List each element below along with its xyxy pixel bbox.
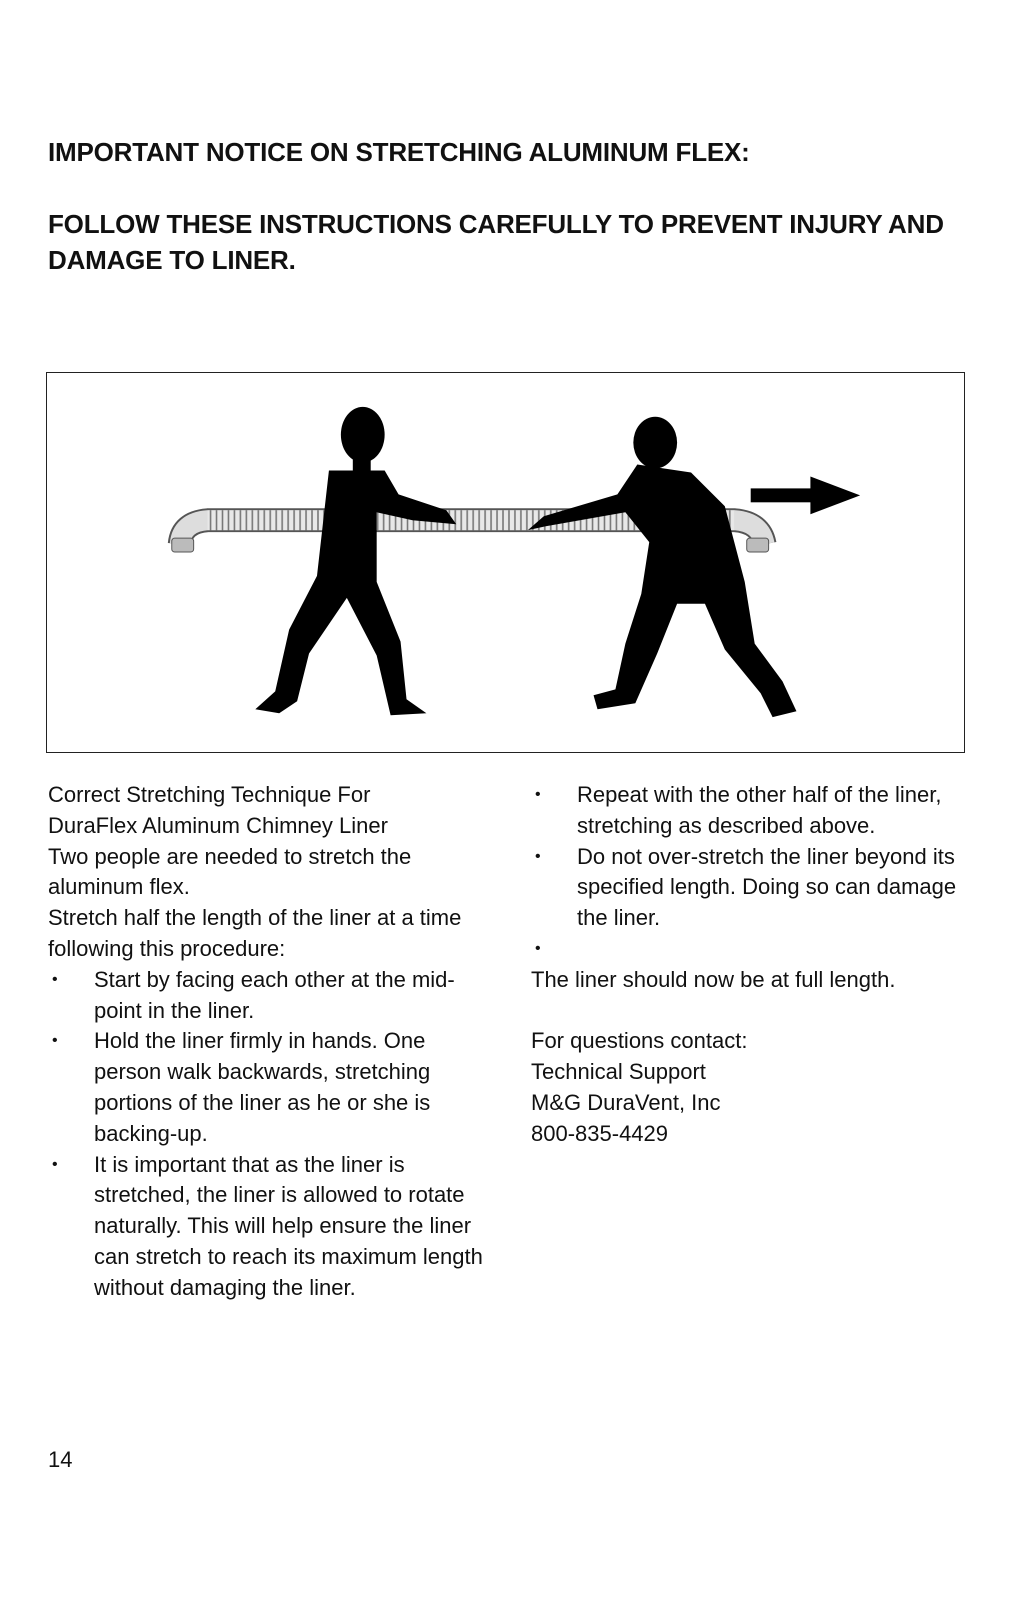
procedure-list-continued [531, 780, 981, 965]
technique-title-line2: DuraFlex Aluminum Chimney Liner [48, 812, 388, 838]
contact-phone: 800-835-4429 [531, 1120, 669, 1146]
procedure-list [48, 965, 498, 1304]
person-silhouette-right [528, 417, 797, 717]
arrow-right-icon [751, 476, 860, 514]
technique-title-line1: Correct Stretching Technique For [48, 782, 371, 807]
list-item-empty [531, 934, 981, 965]
person-silhouette-left [255, 407, 456, 715]
contact-intro: For questions contact: [531, 1028, 748, 1054]
left-column [48, 780, 498, 1304]
intro-paragraph-1: Two people are needed to stretch the aluminum flex. [48, 843, 412, 900]
list-item: • Hold the liner firmly in hands. One person walk backwards, stretching portions of the liner as he or she is backing-up. [48, 1026, 498, 1149]
contact-company: M&G DuraVent, Inc [531, 1089, 721, 1115]
list-item: • Repeat with the other half of the liner, stretching as described above. [531, 780, 981, 842]
right-column [531, 780, 981, 1150]
instructions-heading: FOLLOW THESE INSTRUCTIONS CAREFULLY TO PREVENT INJURY AND DAMAGE TO LINER. [48, 209, 944, 275]
intro-paragraph-2: Stretch half the length of the liner at a time following this procedure: [48, 905, 462, 961]
stretching-illustration [46, 372, 965, 753]
contact-department: Technical Support [531, 1059, 706, 1085]
notice-heading: IMPORTANT NOTICE ON STRETCHING ALUMINUM FLEX: [48, 137, 750, 167]
full-length-note: The liner should now be at full length. [531, 966, 896, 992]
page-number: 14 [48, 1447, 73, 1472]
list-item: • Start by facing each other at the mid-point in the liner. [48, 965, 498, 1027]
list-item: • It is important that as the liner is stretched, the liner is allowed to rotate naturally. This will help ensure the liner can stretch to reach its maximum length without damaging the liner. [48, 1150, 498, 1304]
list-item: • Do not over-stretch the liner beyond its specified length. Doing so can damage the liner. [531, 842, 981, 934]
